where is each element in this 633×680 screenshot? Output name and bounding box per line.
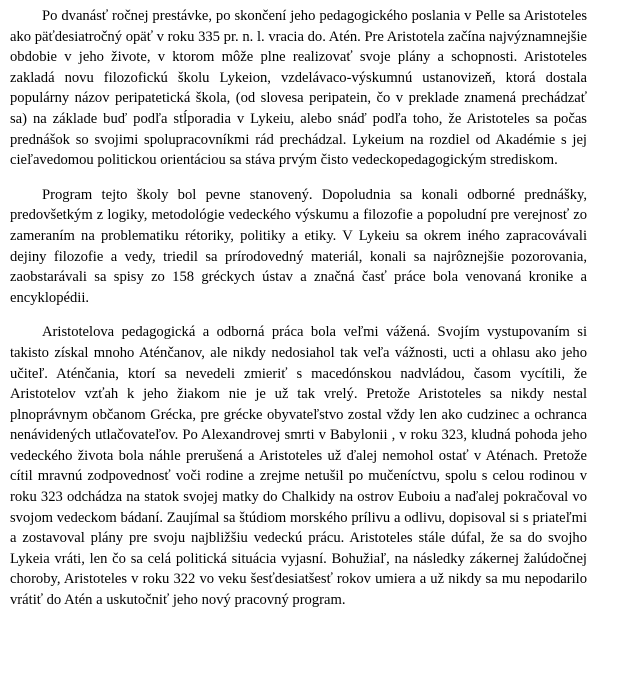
paragraph-final-years: Aristotelova pedagogická a odborná práca bola veľmi vážená. Svojím vystupovaním si takisto získal mnoho Aténčanov, ale nikdy nedosiahol tak veľa vážnosti, ucti a ohlasu ako jeho učiteľ. Aténčania, ktorí sa nevedeli zmieriť s macedónskou nadvládou, časom vycítili, že Aristotelov vzťah k jeho žiakom nie je už tak vrelý. Pretože Aristoteles sa nikdy nestal plnoprávnym občanom Grécka, pre grécke obyvateľstvo zostal vždy len ako cudzinec a ochranca nenávidených utlačovateľov. Po Alexandrovej smrti v Babylonii , v roku 323, kludná pohoda jeho vedeckého života bola náhle prerušená a Aristoteles už ďalej nemohol ostať v Aténach. Pretože cítil mravnú zodpovednosť voči rodine a zrejme netušil po mučeníctvu, spolu s celou rodinou v roku 323 odchádza na statok svojej matky do Chalkidy na ostrov Euboiu a naďalej pokračoval vo svojom vedeckom bádaní. Zaujímal sa štúdiom morského prílivu a odlivu, dopisoval si s priateľmi a zostavoval plány pre svoju najbližšiu vedeckú prácu. Aristoteles stále dúfal, že sa do svojho Lykeia vráti, len čo sa celá politická situácia vyjasní. Bohužiaľ, na následky zákernej žalúdočnej choroby, Aristoteles v roku 322 vo veku šesťdesiatšesť rokov umiera a už nikdy sa mu nepodarilo vrátiť do Atén a uskutočniť jeho nový pracovný program. [10, 324, 587, 609]
document-page [10, 6, 587, 611]
paragraph-school-program: Program tejto školy bol pevne stanovený. Dopoludnia sa konali odborné prednášky, predovšetkým z logiky, metodológie vedeckého výskumu a filozofie a popoludní pre verejnosť zo zameraním na problematiku rétoriky, politiky a etiky. V Lykeiu sa okrem iného zapracovávali dejiny filozofie a vedy, triedil sa prírodovedný materiál, konali sa najrôznejšie pozorovania, zaobstarávali sa spisy zo 158 gréckych ústav a značná časť práce bola venovaná kronike a encyklopédii. [10, 186, 587, 306]
paragraph-return-to-athens: Po dvanásť ročnej prestávke, po skončení jeho pedagogického poslania v Pelle sa Aristoteles ako päťdesiatročný opäť v roku 335 pr. n. l. vracia do. Atén. Pre Aristotela začína najvýznamnejšie obdobie v jeho živote, v ktorom môže plne realizovať svoje plány a schopnosti. Aristoteles zakladá novu filozofickú školu Lykeion, vzdelávaco-výskumnú ustanovizeň, ktorá dostala populárny názov peripatetická škola, (od slovesa peripatein, čo v preklade znamená prechádzať sa) na základe buď podľa stĺporadia v Lykeiu, alebo snáď podľa toho, že Aristoteles sa počas prednášok so svojimi spolupracovníkmi rád prechádzal. Lykeium na rozdiel od Akadémie s jej cieľavedomou politickou orientáciou sa stáva prvým čisto vedeckopedagogickým strediskom. [10, 8, 587, 169]
